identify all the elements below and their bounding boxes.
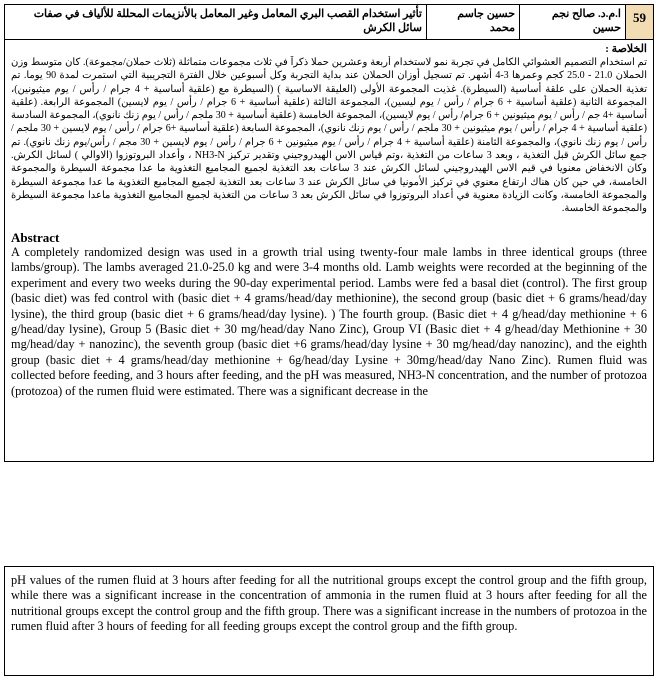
article-header-row [4,4,654,40]
english-abstract-body-part2: pH values of the rumen fluid at 3 hours after feeding for all the nutritional groups except the control group and the fifth group, while there was a significant increase in the concentration of ammonia in the rumen fluid at 3 hours after feeding for all the nutritional groups except the control group and the fifth group. There was a significant increase in the numbers of protozoa in the rumen fluid after 3 hours of feeding for all feeding groups except the control group and the fifth group. [11,573,647,634]
english-abstract-body-part1: A completely randomized design was used in a growth trial using twenty-four male lambs in three identical groups (three lambs/group). The lambs averaged 21.0-25.0 kg and were 3-4 months old. Lamb weights were recorded at the beginning of the experiment and every two weeks during the 90-day experimental period. Lambs were fed a basal diet (control). The first group (basic diet) was fed control with (basic diet + 4 grams/head/day methionine), the second group (basic diet + 6 grams/head/day lysine), the third group (basic diet + 6 grams/head/day lysine). ) The fourth group. (Basic diet + 4 g/head/day methionine + 6 g/head/day lysine), Group 5 (Basic diet + 30 mg/head/day Nano Zinc), Group VI (Basic diet + 4 g/head/day Methionine + 30 mg/head/day + nanozinc), the seventh group (basic diet +6 grams/head/day lysine + 30 mg/head/day nanozinc), and the eighth group (basic diet + 4 grams/head/day methionine + 6g/head/day Lysine + 30mg/head/day Nano Zinc). Rumen fluid was collected before feeding, and 3 hours after feeding, and the pH was measured, NH3-N concentration, and the number of protozoa (protozoa) of the rumen fluid were estimated. There was a significant decrease in the [11,245,647,398]
author-primary: ا.م.د. صالح نجم حسين [519,5,625,39]
author-secondary: حسين جاسم محمد [426,5,519,39]
english-abstract-heading: Abstract [11,230,60,245]
abstract-continuation-box [4,566,654,676]
arabic-abstract-body: تم استخدام التصميم العشوائي الكامل في تجربة نمو لاستخدام أربعة وعشرين حملا ذكراً في ثلاث مجموعات متماثلة (ثلاث حملان/مجموعة). كان متوسط وزن الحملان 21.0 - 25.0 كجم وعمرها 3-4 أشهر. تم تسجيل أوزان الحملان عند بداية التجربة وكل أسبوعين خلال الفترة التجريبية التي استمرت لمدة 90 يوما. تم تغذية الحملان على علقة أساسية (السيطرة). غذيت المجموعة الأولى (العليقة الاساسية ) (السيطرة مع (علقية أساسية + 4 جرام / رأس / يوم ميثيونين)، المجموعة الثانية (علقية أساسية + 6 جرام / رأس / يوم ليسين)، المجموعة الثالثة (علقية أساسية + 6 جرام / رأس / يوم لايسين) المجموعة الرابعة. (علقية أساسية +4 جم / رأس / يوم ميثيونين + 6 جرام/ رأس / يوم لايسين)، المجموعة الخامسة (علقية أساسية + 30 ملجم / رأس / يوم زنك نانوي)، المجموعة السادسة (علقية أساسية + 4 جرام / رأس / يوم ميثيونين + 30 ملجم / رأس / يوم زنك نانوي)، المجموعة السابعة (علقية أساسية +6 جرام / رأس / يوم لايسين + 30 ملجم / رأس / يوم زنك نانوي)، والمجموعة الثامنة (علقية أساسية + 4 جرام / رأس / يوم ميثيونين + 6 جرام / رأس / يوم لايسين + 30 مجم / رأس/يوم زنك نانوي). تم جمع سائل الكرش قبل التغذية ، وبعد 3 ساعات من التغذية ،وتم قياس الاس الهيدروجيني وتقدير تركيز NH3-N ، وأعداد البروتوزوا (الاوالي ) لسائل الكرش. وكان الانخفاض معنويا في قيم الاس الهيدروجيني لسائل الكرش عند 3 ساعات بعد التغذية لجميع المجاميع التغذوية ما عدا مجموعة السيطرة والمجموعة الخامسة، في حين كان هناك ارتفاع معنوي في تركيز الأمونيا في سائل الكرش عند 3 ساعات بعد التغذية لجميع المجاميع التغذوية ما عدا مجموعة السيطرة والمجموعة الخامسة، وكانت الزيادة معنوية في أعداد البروتوزوا في سائل الكرش بعد 3 ساعات من التغذية لجميع المجاميع التغذوية ماعدا مجموعة السيطرة والمجموعة الخامسة. [11,57,648,215]
arabic-abstract-heading: الخلاصة : [605,43,647,55]
article-title: تأثير استخدام القصب البري المعامل وغير المعامل بالأنزيمات المحللة للألياف في صفات سائل الكرش [33,8,422,34]
abstract-box [4,40,654,462]
article-number: 59 [625,5,653,39]
